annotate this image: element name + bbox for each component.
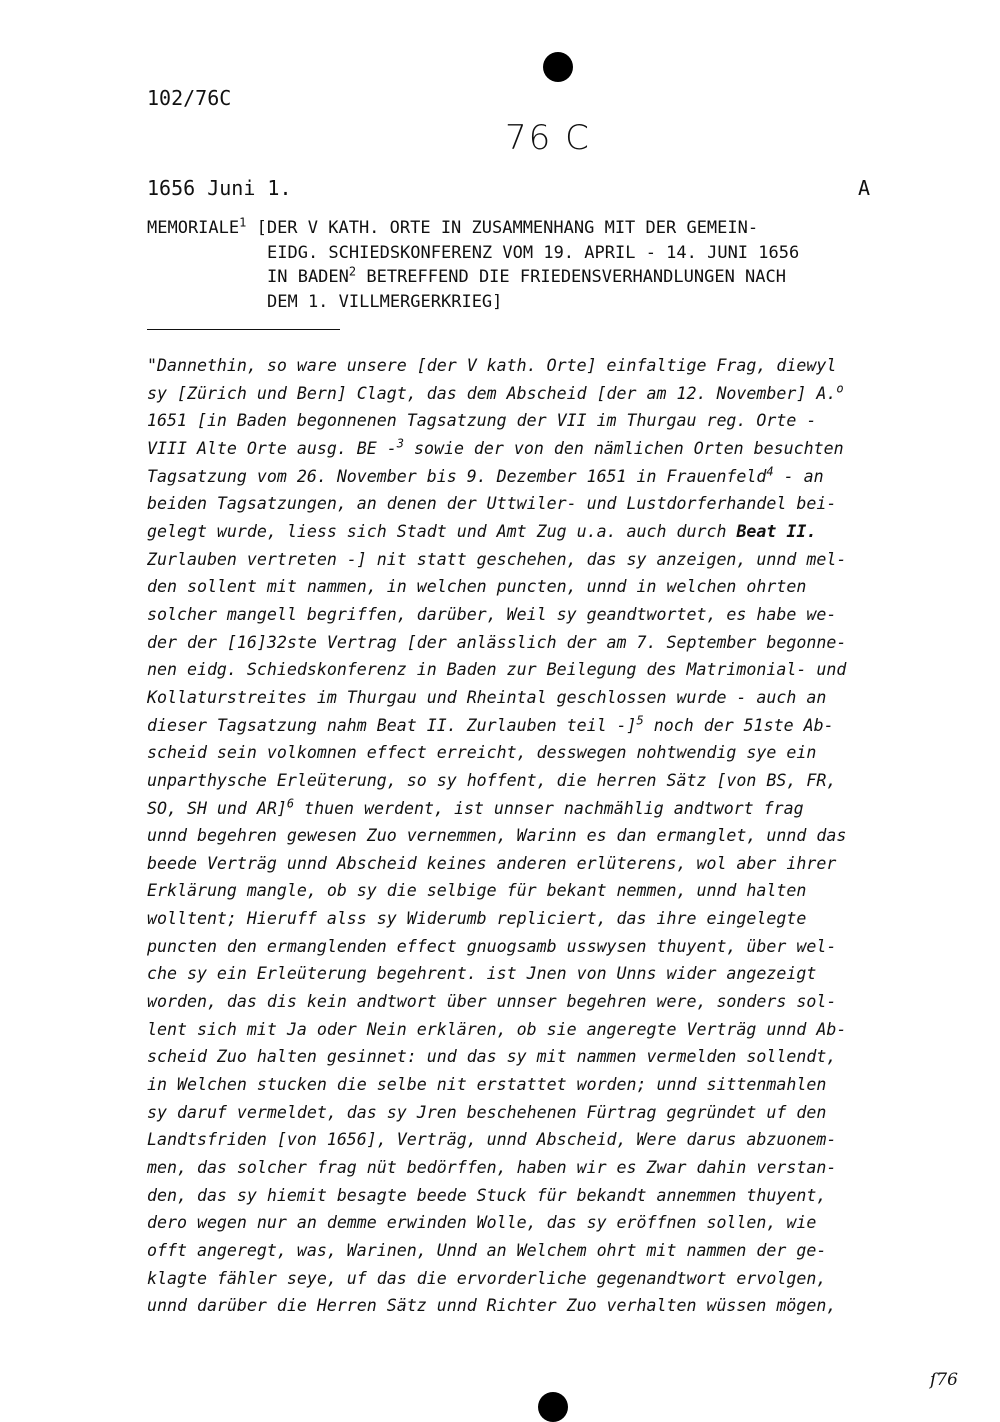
- body-text: [147, 352, 907, 1320]
- handwritten-page-mark: ſ76: [930, 1370, 958, 1390]
- body-line: 1651 [in Baden begonnenen Tagsatzung der VII im Thurgau reg. Orte -: [147, 411, 817, 431]
- body-line: unnd darüber die Herren Sätz unnd Richter Zuo verhalten wüssen mögen,: [147, 1296, 837, 1316]
- footnote-marker: 5: [636, 713, 644, 727]
- body-line: scheid Zuo halten gesinnet: und das sy mit nammen vermelden sollendt,: [147, 1047, 837, 1067]
- body-line: klagte fähler seye, uf das die ervorderliche gegenandtwort ervolgen,: [147, 1268, 827, 1288]
- footnote-marker: 4: [766, 464, 774, 479]
- title-line: MEMORIALE$^1$ [DER V KATH. ORTE IN ZUSAMMENHANG MIT DER GEMEIN-: [147, 215, 759, 238]
- body-line: Kollaturstreites im Thurgau und Rheintal geschlossen wurde - auch an: [147, 687, 827, 707]
- body-line: beede Verträg unnd Abscheid keines anderen erlüterens, wol aber ihrer: [147, 853, 837, 873]
- footnote-marker: 6: [286, 795, 295, 810]
- body-line: sy daruf vermeldet, das sy Jren beschehenen Fürtrag gegründet uf den: [147, 1102, 827, 1122]
- body-line: Tagsatzung vom 26. November bis 9. Dezember 1651 in Frauenfeld$^4$ - an: [147, 464, 824, 486]
- body-line: der der [16]32ste Vertrag [der anlässlich der am 7. September begonne-: [147, 632, 847, 652]
- handwritten-document-number: 76 C: [505, 118, 591, 158]
- body-line: dero wegen nur an demme erwinden Wolle, das sy eröffnen sollen, wie: [147, 1213, 817, 1233]
- body-line: nen eidg. Schiedskonferenz in Baden zur Beilegung des Matrimonial- und: [147, 660, 847, 680]
- punch-hole-bottom: [538, 1392, 568, 1422]
- body-line: solcher mangell begriffen, darüber, Weil sy geandtwortet, es habe we-: [147, 604, 837, 624]
- body-line: "Dannethin, so ware unsere [der V kath. Orte] einfaltige Frag, diewyl: [147, 356, 837, 375]
- body-line: SO, SH und AR]$^6$ thuen werdent, ist unnser nachmählig andtwort frag: [147, 795, 804, 818]
- title-line: IN BADEN$^2$ BETREFFEND DIE FRIEDENSVERHANDLUNGEN NACH: [267, 264, 786, 287]
- body-line: unparthysche Erleüterung, so sy hoffent, die herren Sätz [von BS, FR,: [147, 770, 837, 790]
- section-letter: A: [858, 176, 871, 200]
- body-line: dieser Tagsatzung nahm Beat II. Zurlauben teil -]$^5$ noch der 51ste Ab-: [147, 713, 834, 735]
- body-line: men, das solcher frag nüt bedörffen, haben wir es Zwar dahin verstan-: [147, 1158, 837, 1178]
- document-title: [147, 216, 907, 314]
- bold-name: Beat II.: [736, 521, 817, 541]
- body-line: offt angeregt, was, Warinen, Unnd an Welchem ohrt mit nammen der ge-: [147, 1241, 827, 1260]
- body-line: unnd begehren gewesen Zuo vernemmen, Warinn es dan ermanglet, unnd das: [147, 826, 847, 846]
- body-line: VIII Alte Orte ausg. BE -$^3$ sowie der von den nämlichen Orten besuchten: [147, 436, 844, 458]
- body-line: sy [Zürich und Bern] Clagt, das dem Abscheid [der am 12. November] A.$^o$: [147, 381, 844, 403]
- body-line: in Welchen stucken die selbe nit erstattet worden; unnd sittenmahlen: [147, 1075, 827, 1095]
- separator-rule: [147, 329, 340, 330]
- body-line: Erklärung mangle, ob sy die selbige für bekant nemmen, unnd halten: [147, 881, 807, 901]
- body-line: den, das sy hiemit besagte beede Stuck für bekandt annemmen thuyent,: [147, 1185, 827, 1205]
- body-line: gelegt wurde, liess sich Stadt und Amt Zug u.a. auch durch Beat II.: [147, 521, 817, 541]
- punch-hole-top: [543, 52, 573, 82]
- body-line: Landtsfriden [von 1656], Verträg, unnd Abscheid, Were darus abzuonem-: [147, 1130, 837, 1150]
- body-line: wolltent; Hieruff alss sy Widerumb repliciert, das ihre eingelegte: [147, 909, 807, 929]
- body-line: Zurlauben vertreten -] nit statt geschehen, das sy anzeigen, unnd mel-: [147, 549, 847, 569]
- footnote-marker: o: [836, 381, 844, 396]
- footnote-marker: 3: [396, 436, 404, 451]
- body-line: worden, das dis kein andtwort über unnser begehren were, sonders sol-: [147, 992, 837, 1012]
- title-line: EIDG. SCHIEDSKONFERENZ VOM 19. APRIL - 14. JUNI 1656: [267, 242, 800, 263]
- title-line: DEM 1. VILLMERGERKRIEG]: [267, 291, 503, 312]
- body-line: lent sich mit Ja oder Nein erklären, ob sie angeregte Verträg unnd Ab-: [147, 1019, 847, 1039]
- body-line: che sy ein Erleüterung begehrent. ist Jnen von Unns wider angezeigt: [147, 964, 817, 984]
- document-date: 1656 Juni 1.: [147, 176, 292, 200]
- body-line: den sollent mit nammen, in welchen puncten, unnd in welchen ohrten: [147, 577, 807, 597]
- body-line: puncten den ermanglenden effect gnuogsamb usswysen thuyent, über wel-: [147, 936, 837, 956]
- body-line: beiden Tagsatzungen, an denen der Uttwiler- und Lustdorferhandel bei-: [147, 494, 837, 514]
- body-line: scheid sein volkomnen effect erreicht, desswegen nohtwendig sye ein: [147, 743, 817, 763]
- reference-number: 102/76C: [147, 86, 232, 110]
